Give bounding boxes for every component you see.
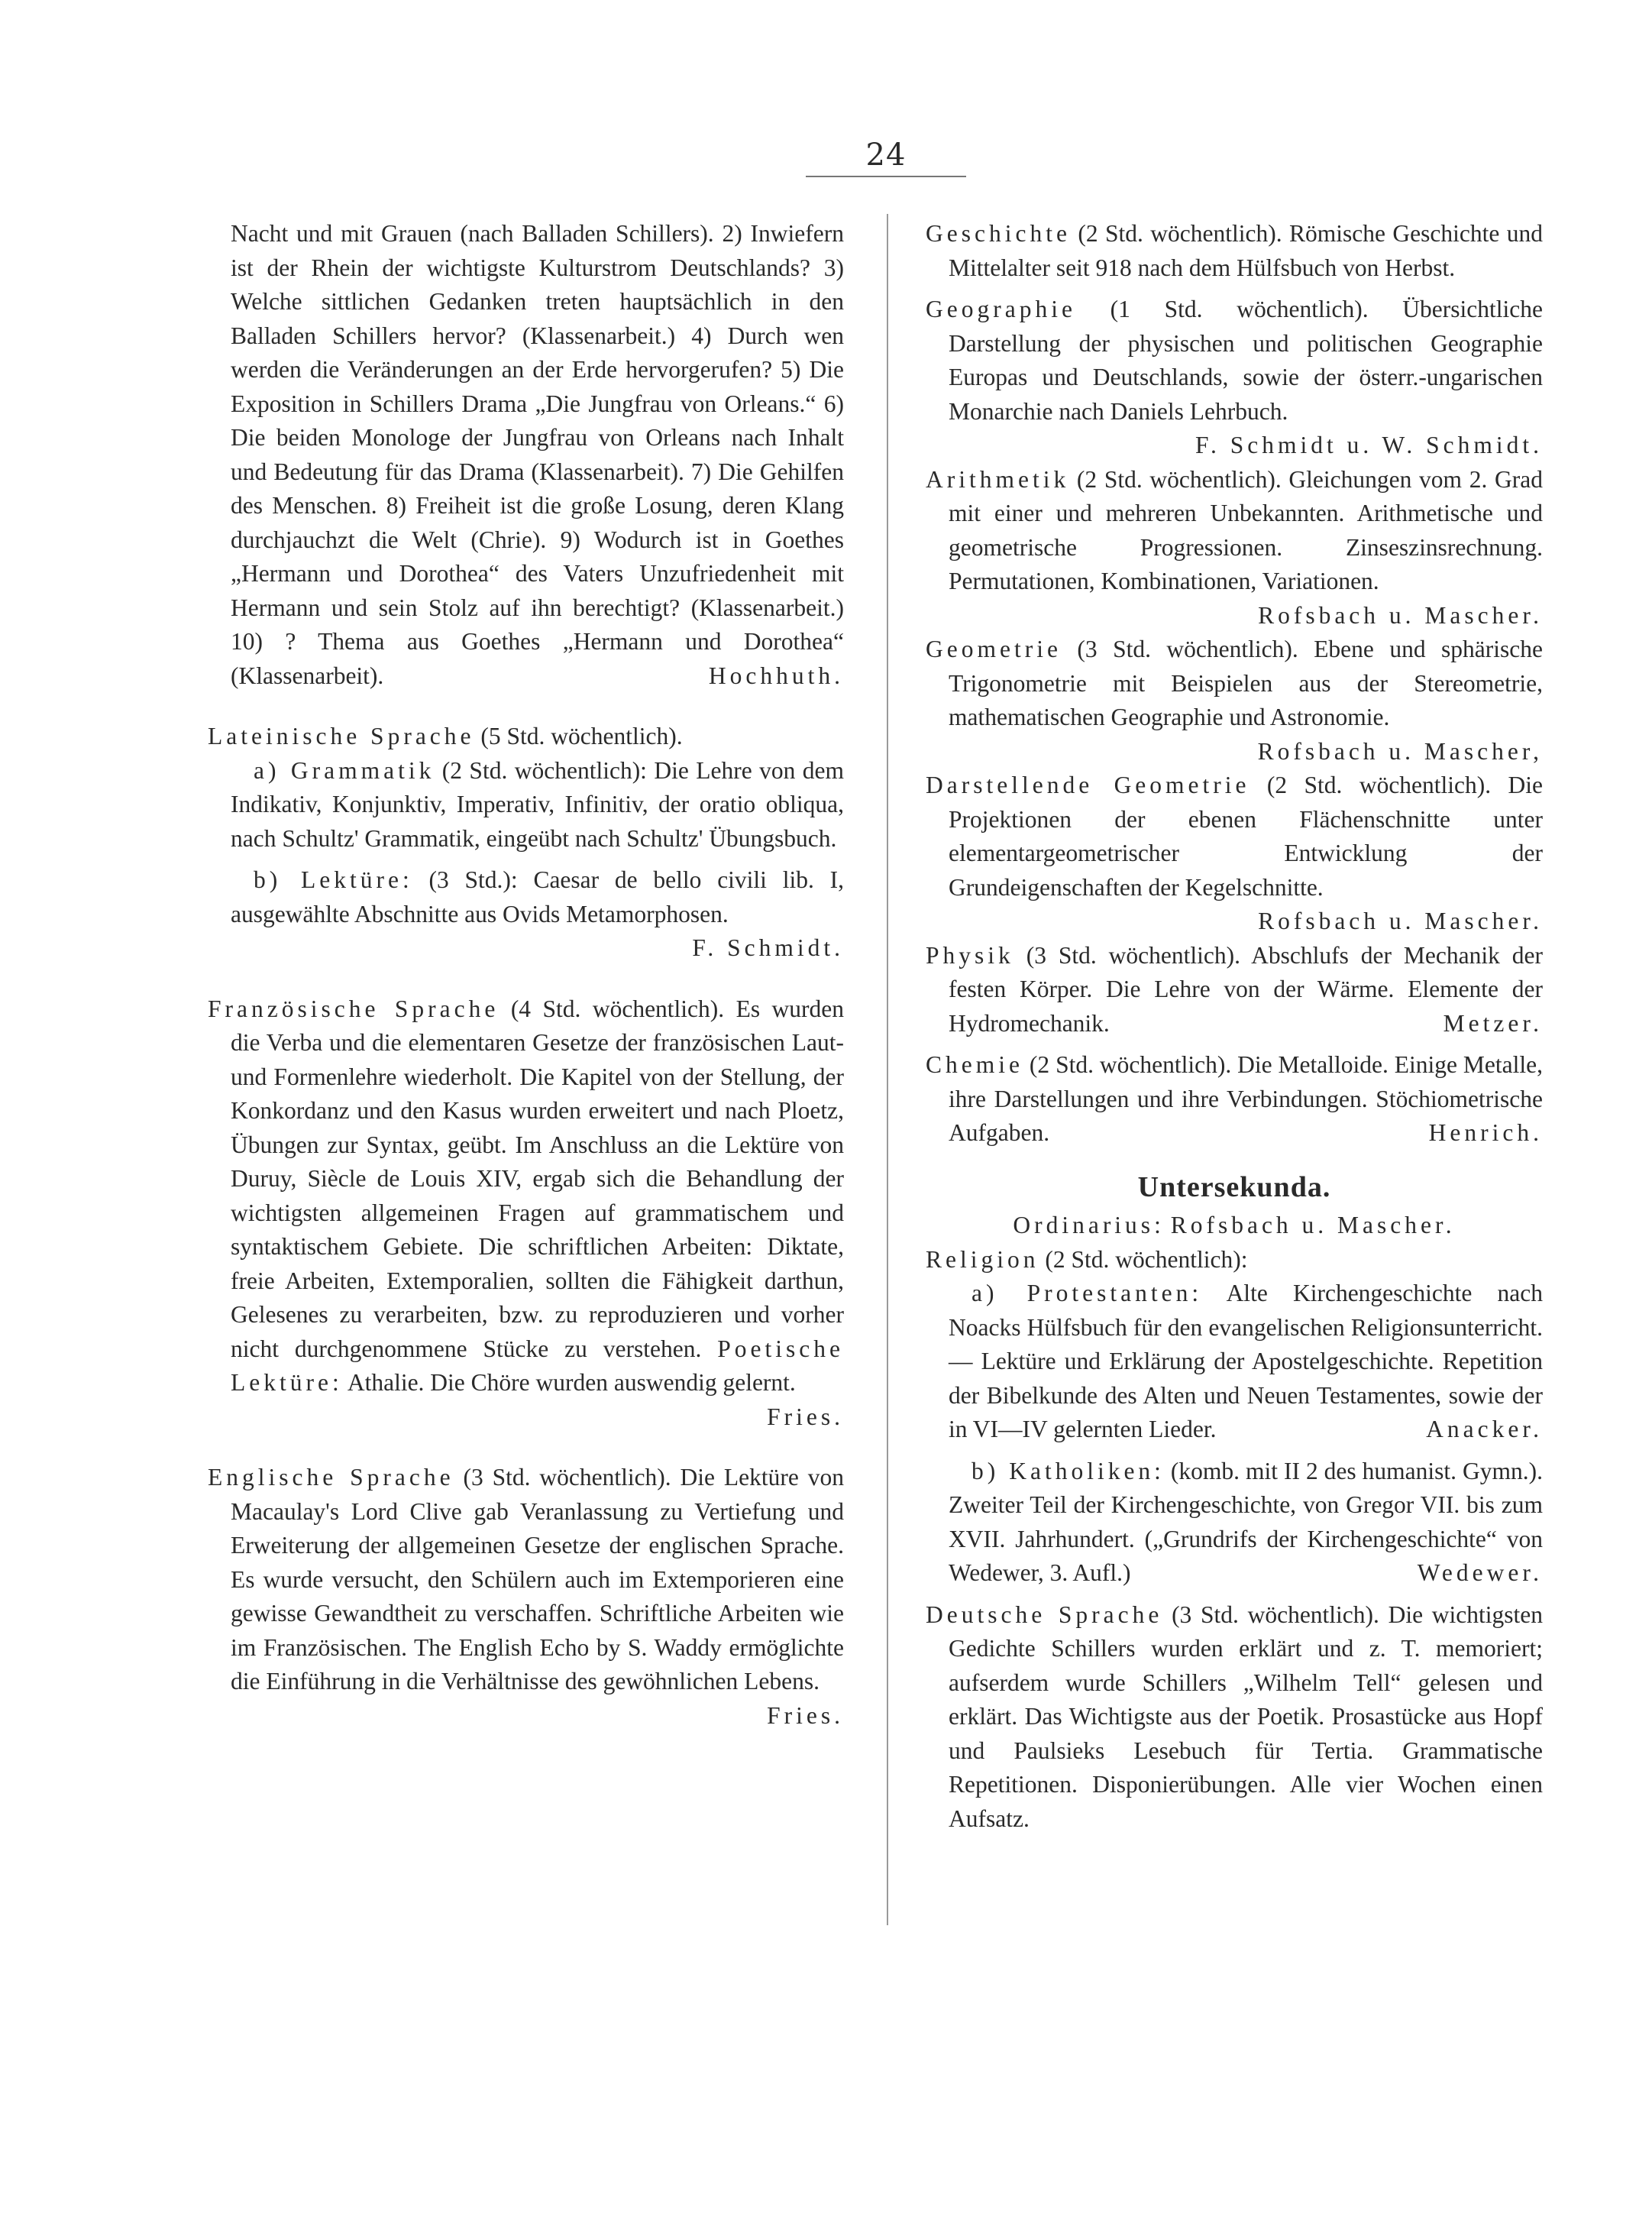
header-rule <box>806 176 966 177</box>
latin-reading-text: (3 Std.): Caesar de bello civili lib. I, ausgewählte Abschnitte aus Ovids Metamorphosen. <box>231 866 844 927</box>
french-author: Fries. <box>767 1403 844 1430</box>
descriptive-geometry-section <box>926 769 1543 939</box>
geometry-text: (3 Std. wöchentlich). Ebene und sphärische Trigonometrie mit Beispielen aus der Stereometrie, mathematischen Geographie und Astronomie. <box>949 636 1543 730</box>
arithmetic-section <box>926 463 1543 633</box>
french-text: (4 Std. wöchentlich). Es wurden die Verba und die elementaren Gesetze der französischen Laut- und Formenlehre wiederholt. Die Kapitel von der Stellung, der Konkordanz und den Kasus wurden erweitert und nach Ploetz, Übungen zur Syntax, geübt. Im Anschluss an die Lektüre von Duruy, Siècle de Louis XIV, ergab sich die Behandlung der wichtigsten allgemeinen Fragen auf grammatischem und syntaktischem Gebiete. Die schriftlichen Arbeiten: Diktate, freie Arbeiten, Extemporalien, sollten die Fähigkeit darthun, Gelesenes zu verarbeiten, bzw. zu reproduzieren und vorher nicht durchgenommene Stücke zu verstehen. <box>231 995 845 1362</box>
geography-text: (1 Std. wöchentlich). Übersichtliche Darstellung der physischen und politischen Geographie Europas und Deutschlands, sowie der österr.-ungarischen Monarchie nach Daniels Lehrbuch. <box>949 296 1543 425</box>
religion-protestant-label: a) Protestanten: <box>971 1280 1203 1306</box>
physics-text: (3 Std. wöchentlich). Abschlufs der Mechanik der festen Körper. Die Lehre von der Wärme. Elemente der Hydromechanik. <box>949 941 1544 1037</box>
descriptive-geometry-text: (2 Std. wöchentlich). Die Projektionen der ebenen Flächenschnitte unter elementargeometrischer Entwicklung der Grundeigenschaften der Kegelschnitte. <box>949 772 1543 901</box>
essay-author: Hochhuth. <box>708 662 844 689</box>
religion-catholic <box>926 1455 1543 1591</box>
column-divider <box>887 214 888 1925</box>
religion-catholic-text: (komb. mit II 2 des humanist. Gymn.). Zweiter Teil der Kirchengeschichte, von Gregor VII. bis zum XVII. Jahrhundert. („Grundrifs der Kirchengeschichte“ von Wedewer, 3. Aufl.) <box>949 1457 1543 1586</box>
physics-author: Metzer. <box>1443 1009 1543 1037</box>
religion-title: Religion <box>926 1245 1039 1273</box>
chemistry-section <box>926 1048 1543 1151</box>
page-number: 24 <box>865 138 907 173</box>
descriptive-geometry-title: Darstellende Geometrie <box>926 772 1250 798</box>
english-title: Englische Sprache <box>208 1464 454 1491</box>
chemistry-text: (2 Std. wöchentlich). Die Metalloide. Einige Metalle, ihre Darstellungen und ihre Verbindungen. Stöchiometrische Aufgaben. <box>949 1051 1543 1146</box>
arithmetic-text: (2 Std. wöchentlich). Gleichungen vom 2. Grad mit einer und mehreren Unbekannten. Arithmetische und geometrische Progressionen. Zinseszinsrechnung. Permutationen, Kombinationen, Variationen. <box>949 465 1543 594</box>
english-author: Fries. <box>767 1701 844 1729</box>
descriptive-geometry-author: Rofsbach u. Mascher. <box>1258 908 1543 934</box>
french-poetic-text: Athalie. Die Chöre wurden auswendig gelernt. <box>347 1369 796 1396</box>
right-column <box>926 217 1543 1836</box>
ordinarius-name: Rofsbach u. Mascher. <box>1170 1212 1456 1238</box>
french-section <box>208 992 844 1435</box>
religion-catholic-author: Wedewer. <box>1417 1559 1543 1586</box>
latin-reading-label: b) Lektüre: <box>254 866 413 893</box>
history-title: Geschichte <box>926 220 1071 247</box>
left-column <box>208 217 844 1733</box>
geometry-title: Geometrie <box>926 636 1062 662</box>
latin-grammar <box>208 754 844 856</box>
religion-heading <box>926 1243 1543 1277</box>
german-title: Deutsche Sprache <box>926 1601 1163 1628</box>
geography-title: Geographie <box>926 296 1076 322</box>
ordinarius-line <box>926 1209 1543 1243</box>
french-poetic-label: Poetische Lektüre: <box>231 1335 845 1396</box>
latin-reading <box>208 863 844 966</box>
physics-title: Physik <box>926 941 1014 969</box>
geometry-section <box>926 633 1543 769</box>
religion-protestant-author: Anacker. <box>1426 1416 1543 1442</box>
latin-heading <box>208 720 844 754</box>
geography-author: F. Schmidt u. W. Schmidt. <box>1195 432 1543 458</box>
geometry-author: Rofsbach u. Mascher, <box>1257 737 1543 765</box>
german-text: (3 Std. wöchentlich). Die wichtigsten Gedichte Schillers wurden erklärt und z. T. memoriert; aufserdem wurde Schillers „Wilhelm Tell“ gelesen und erklärt. Das Wichtigste aus der Poetik. Prosastücke aus Hopf und Paulsieks Lesebuch für Tertia. Grammatische Repetitionen. Disponierübungen. Alle vier Wochen einen Aufsatz. <box>949 1601 1544 1832</box>
religion-catholic-label: b) Katholiken: <box>971 1457 1165 1484</box>
history-text: (2 Std. wöchentlich). Römische Geschichte und Mittelalter seit 918 nach dem Hülfsbuch von Herbst. <box>949 220 1543 281</box>
latin-grammar-label: a) Grammatik <box>254 756 435 784</box>
religion-hours: (2 Std. wöchentlich): <box>1045 1245 1248 1273</box>
latin-grammar-text: (2 Std. wöchentlich): Die Lehre von dem Indikativ, Konjunktiv, Imperativ, Infinitiv, der oratio obliqua, nach Schultz' Grammatik, eingeübt nach Schultz' Übungsbuch. <box>231 756 845 852</box>
arithmetic-title: Arithmetik <box>926 465 1070 493</box>
religion-protestant <box>926 1277 1543 1447</box>
german-section <box>926 1598 1543 1837</box>
religion-protestant-text: Alte Kirchengeschichte nach Noacks Hülfsbuch für den evangelischen Religionsunterricht. — Lektüre und Erklärung der Apostelgeschichte. Repetition der Bibelkunde des Alten und Neuen Testamentes, sowie der in VI—IV gelernten Lieder. <box>949 1280 1543 1442</box>
essay-topics-paragraph <box>208 217 844 693</box>
physics-section <box>926 939 1543 1041</box>
section-heading: Untersekunda. <box>1137 1170 1331 1203</box>
french-title: Französische Sprache <box>208 995 499 1022</box>
chemistry-title: Chemie <box>926 1051 1023 1078</box>
latin-author: F. Schmidt. <box>692 934 844 961</box>
history-section <box>926 217 1543 285</box>
geography-section <box>926 293 1543 463</box>
arithmetic-author: Rofsbach u. Mascher. <box>1258 601 1543 629</box>
chemistry-author: Henrich. <box>1428 1119 1543 1146</box>
english-text: (3 Std. wöchentlich). Die Lektüre von Macaulay's Lord Clive gab Veranlassung zu Vertiefung und Erweiterung der allgemeinen Gesetze der englischen Sprache. Es wurde versucht, den Schülern auch im Extemporieren eine gewisse Gewandtheit zu verschaffen. Schriftliche Arbeiten wie im Französischen. The English Echo by S. Waddy ermöglichte die Einführung in die Verhältnisse des gewöhnlichen Lebens. <box>231 1464 845 1694</box>
english-section <box>208 1461 844 1733</box>
latin-title: Lateinische Sprache <box>208 723 475 749</box>
essay-topics-text: Nacht und mit Grauen (nach Balladen Schillers). 2) Inwiefern ist der Rhein der wichtigste Kulturstrom Deutschlands? 3) Welche sittlichen Gedanken treten hauptsächlich in den Balladen Schillers hervor? (Klassenarbeit.) 4) Durch wen werden die Veränderungen an der Erde hervorgerufen? 5) Die Exposition in Schillers Drama „Die Jungfrau von Orleans.“ 6) Die beiden Monologe der Jungfrau von Orleans nach Inhalt und Bedeutung für das Drama (Klassenarbeit). 7) Die Gehilfen des Menschen. 8) Freiheit ist die große Losung, deren Klang durchjauchzt die Welt (Chrie). 9) Wodurch ist in Goethes „Hermann und Dorothea“ des Vaters Unzufriedenheit mit Hermann und sein Stolz auf ihn berechtigt? (Klassenarbeit.) 10) ? Thema aus Goethes „Hermann und Dorothea“ (Klassenarbeit). <box>231 220 844 689</box>
latin-hours: (5 Std. wöchentlich). <box>480 723 683 749</box>
ordinarius-label: Ordinarius: <box>1013 1212 1165 1238</box>
